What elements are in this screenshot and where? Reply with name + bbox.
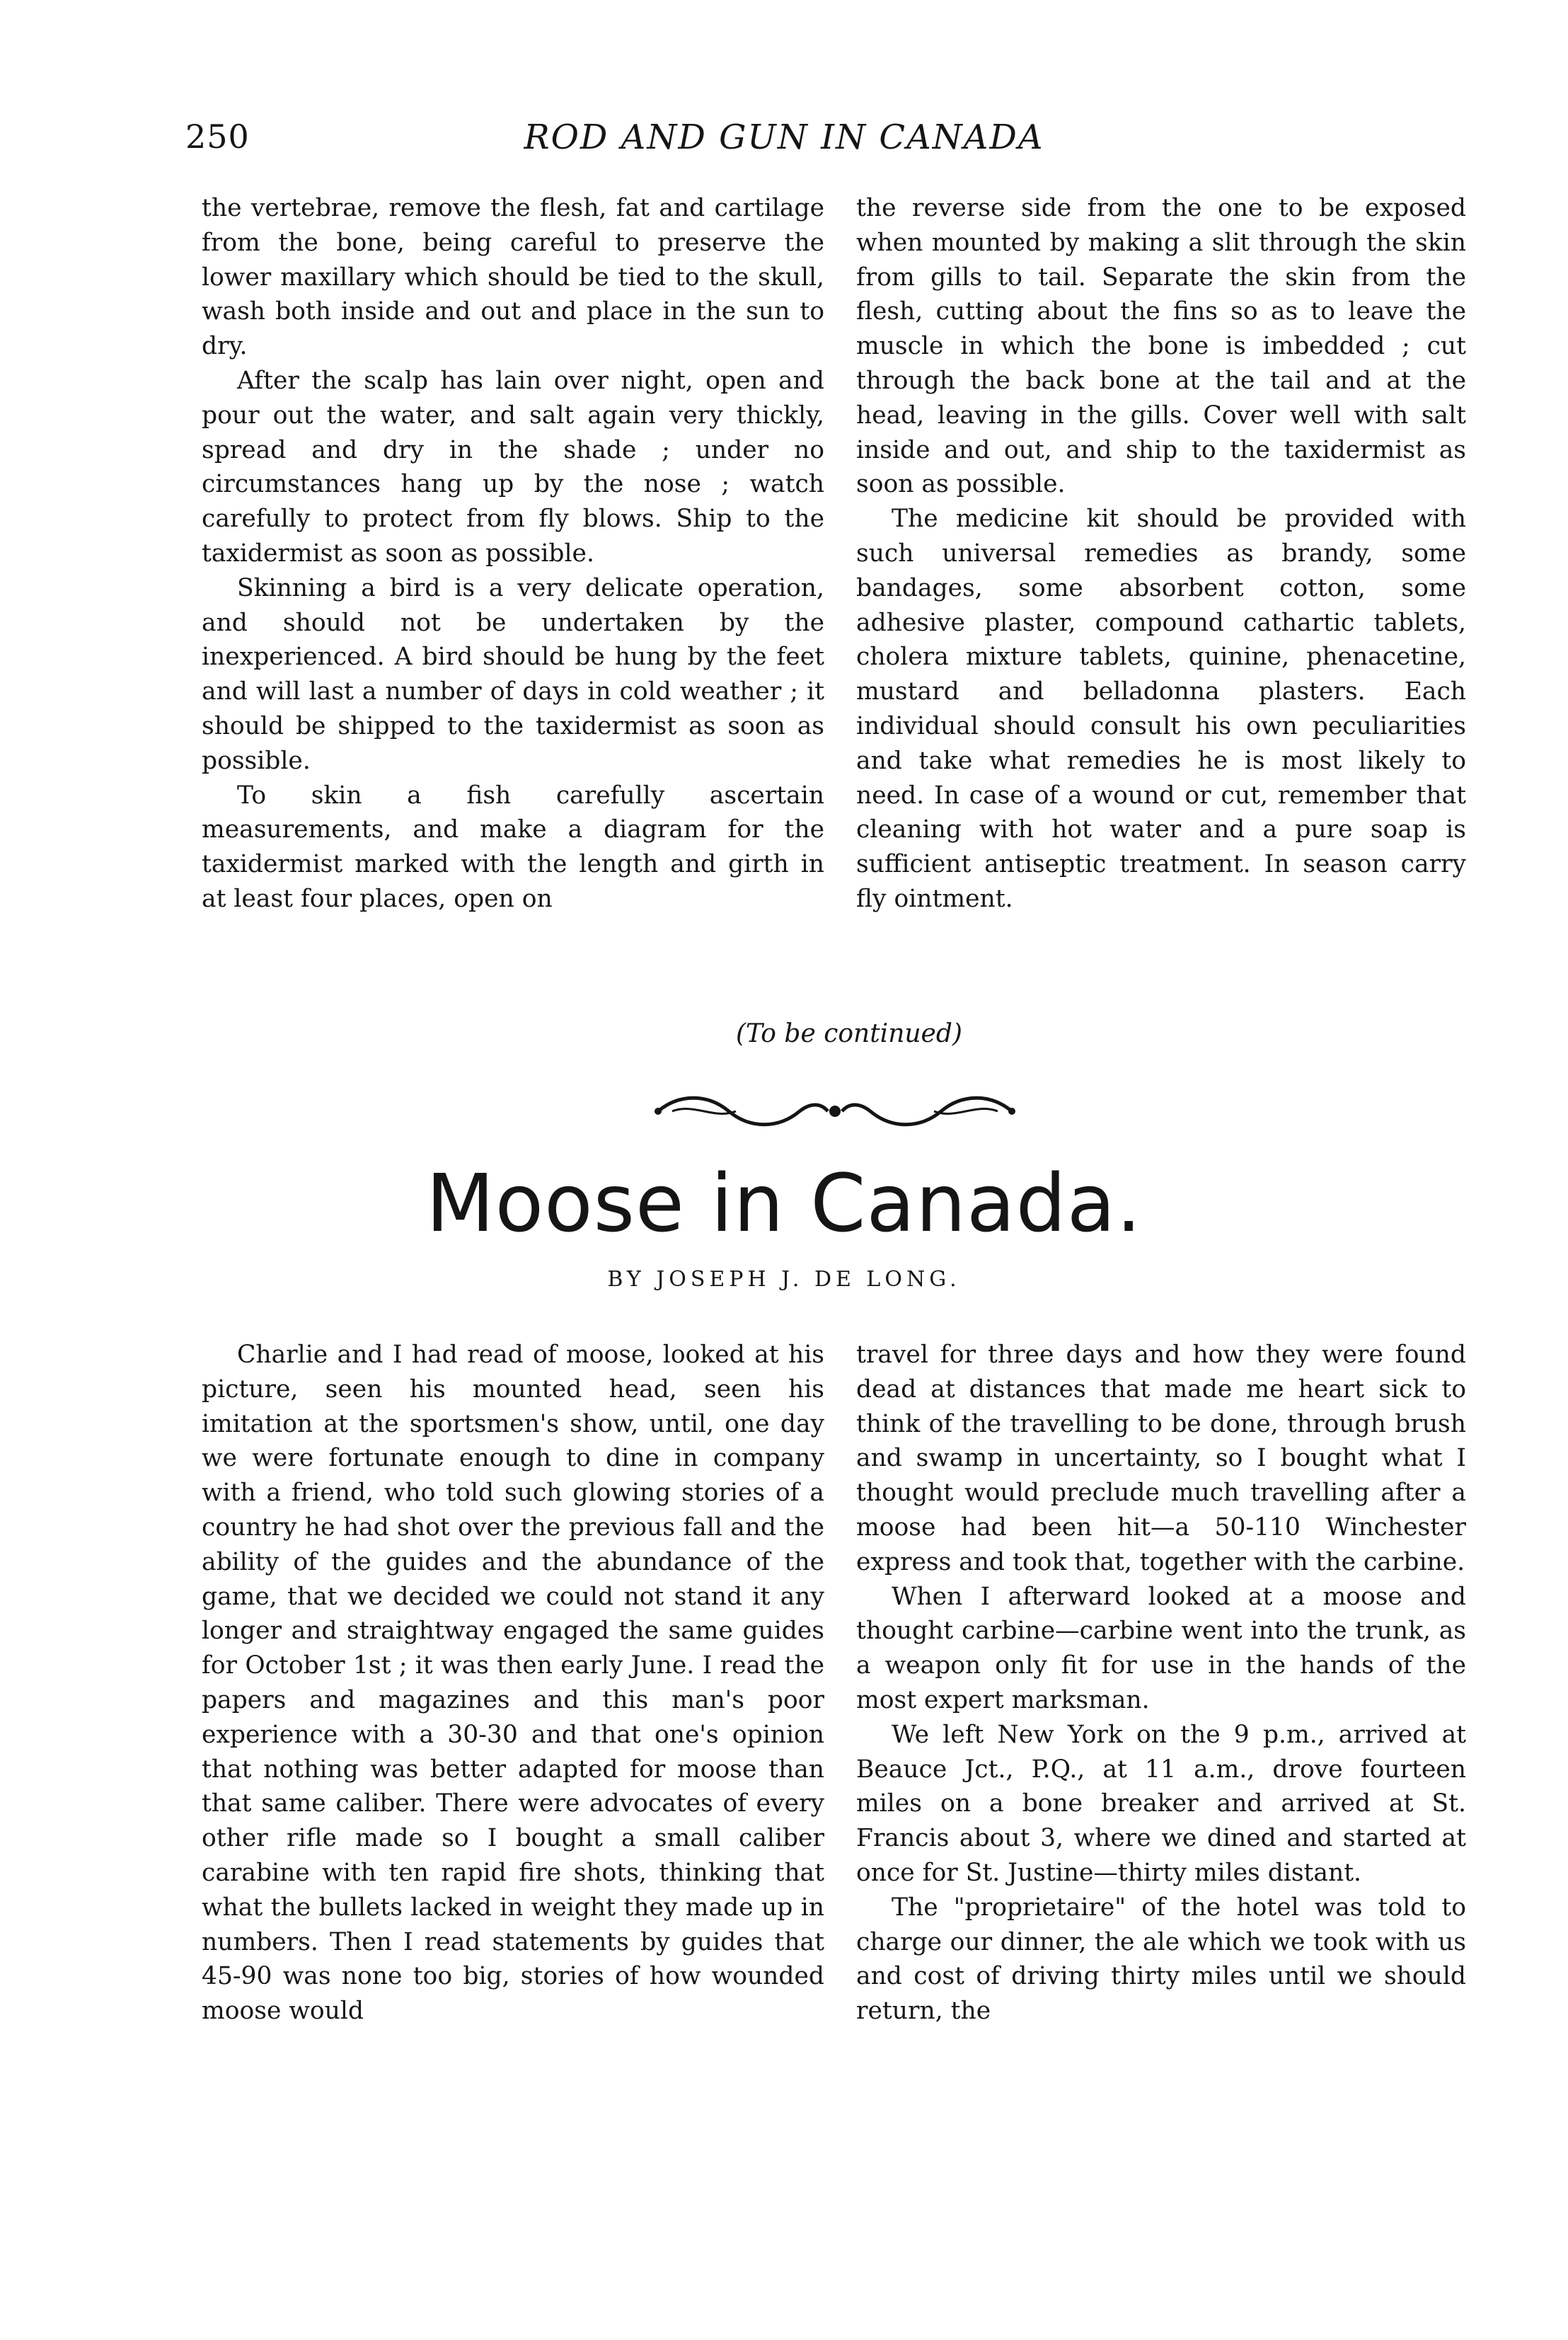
running-title: ROD AND GUN IN CANADA (524, 117, 1044, 157)
paragraph: The "proprietaire" of the hotel was told to charge our dinner, the ale which we took with us and cost of driving thirty miles until we should return, the (856, 1893, 1466, 2026)
paragraph: When I afterward looked at a moose and thought carbine—carbine went into the trunk, as a weapon only fit for use in the hands of the most expert marksman. (856, 1582, 1466, 1714)
article-right-column (856, 1338, 1466, 2029)
paragraph: the reverse side from the one to be exposed when mounted by making a slit through the skin from gills to tail. Separate the skin from the flesh, cutting about the fins so as to leave the muscle in which the bone is imbedded ; cut through the back bone at the tail and at the head, leaving in the gills. Cover well with salt inside and out, and ship to the taxidermist as soon as possible. (856, 194, 1466, 499)
continued-note: (To be continued) (736, 1019, 962, 1048)
page-number: 250 (185, 117, 250, 156)
article-byline: BY JOSEPH J. DE LONG. (607, 1267, 961, 1292)
paragraph: We left New York on the 9 p.m., arrived at Beauce Jct., P.Q., at 11 a.m., drove fourteen miles on a bone breaker and arrived at St. Francis about 3, where we dined and started at once for St. Justine—thirty miles distant. (856, 1720, 1466, 1887)
previous-article-right-column (856, 191, 1466, 917)
article-left-column (202, 1338, 824, 2029)
paragraph: After the scalp has lain over night, open and pour out the water, and salt again very thickly, spread and dry in the shade ; under no circumstances hang up by the nose ; watch carefully to protect from fly blows. Ship to the taxidermist as soon as possible. (202, 366, 824, 568)
paragraph: travel for three days and how they were found dead at distances that made me heart sick to think of the travelling to be done, through brush and swamp in uncertainty, so I bought what I thought would preclude much travelling after a moose had been hit—a 50-110 Winchester express and took that, together with the carbine. (856, 1341, 1466, 1576)
previous-article-left-column (202, 191, 824, 917)
article-title: Moose in Canada. (425, 1158, 1143, 1250)
paragraph: the vertebrae, remove the flesh, fat and cartilage from the bone, being careful to preserve the lower maxillary which should be tied to the skull, wash both inside and out and place in the sun to dry. (202, 194, 824, 361)
paragraph: Charlie and I had read of moose, looked at his picture, seen his mounted head, seen his imitation at the sportsmen's show, until, one day we were fortunate enough to dine in company with a friend, who told such glowing stories of a country he had shot over the previous fall and the ability of the guides and the abundance of the game, that we decided we could not stand it any longer and straightway engaged the same guides for October 1st ; it was then early June. I read the papers and magazines and this man's poor experience with a 30-30 and that one's opinion that nothing was better adapted for moose than that same caliber. There were advocates of every other rifle made so I bought a small caliber carabine with ten rapid fire shots, thinking that what the bullets lacked in weight they made up in numbers. Then I read statements by guides that 45-90 was none too big, stories of how wounded moose would (202, 1341, 824, 2026)
decorative-divider-icon (651, 1090, 1019, 1132)
paragraph: To skin a fish carefully ascertain measurements, and make a diagram for the taxidermist marked with the length and girth in at least four places, open on (202, 781, 824, 913)
paragraph: Skinning a bird is a very delicate operation, and should not be undertaken by the inexperienced. A bird should be hung by the feet and will last a number of days in cold weather ; it should be shipped to the taxidermist as soon as possible. (202, 573, 824, 775)
paragraph: The medicine kit should be provided with such universal remedies as brandy, some bandages, some absorbent cotton, some adhesive plaster, compound cathartic tablets, cholera mixture tablets, quinine, phenacetine, mustard and belladonna plasters. Each individual should consult his own peculiarities and take what remedies he is most likely to need. In case of a wound or cut, remember that cleaning with hot water and a pure soap is sufficient antiseptic treatment. In season carry fly ointment. (856, 505, 1466, 913)
